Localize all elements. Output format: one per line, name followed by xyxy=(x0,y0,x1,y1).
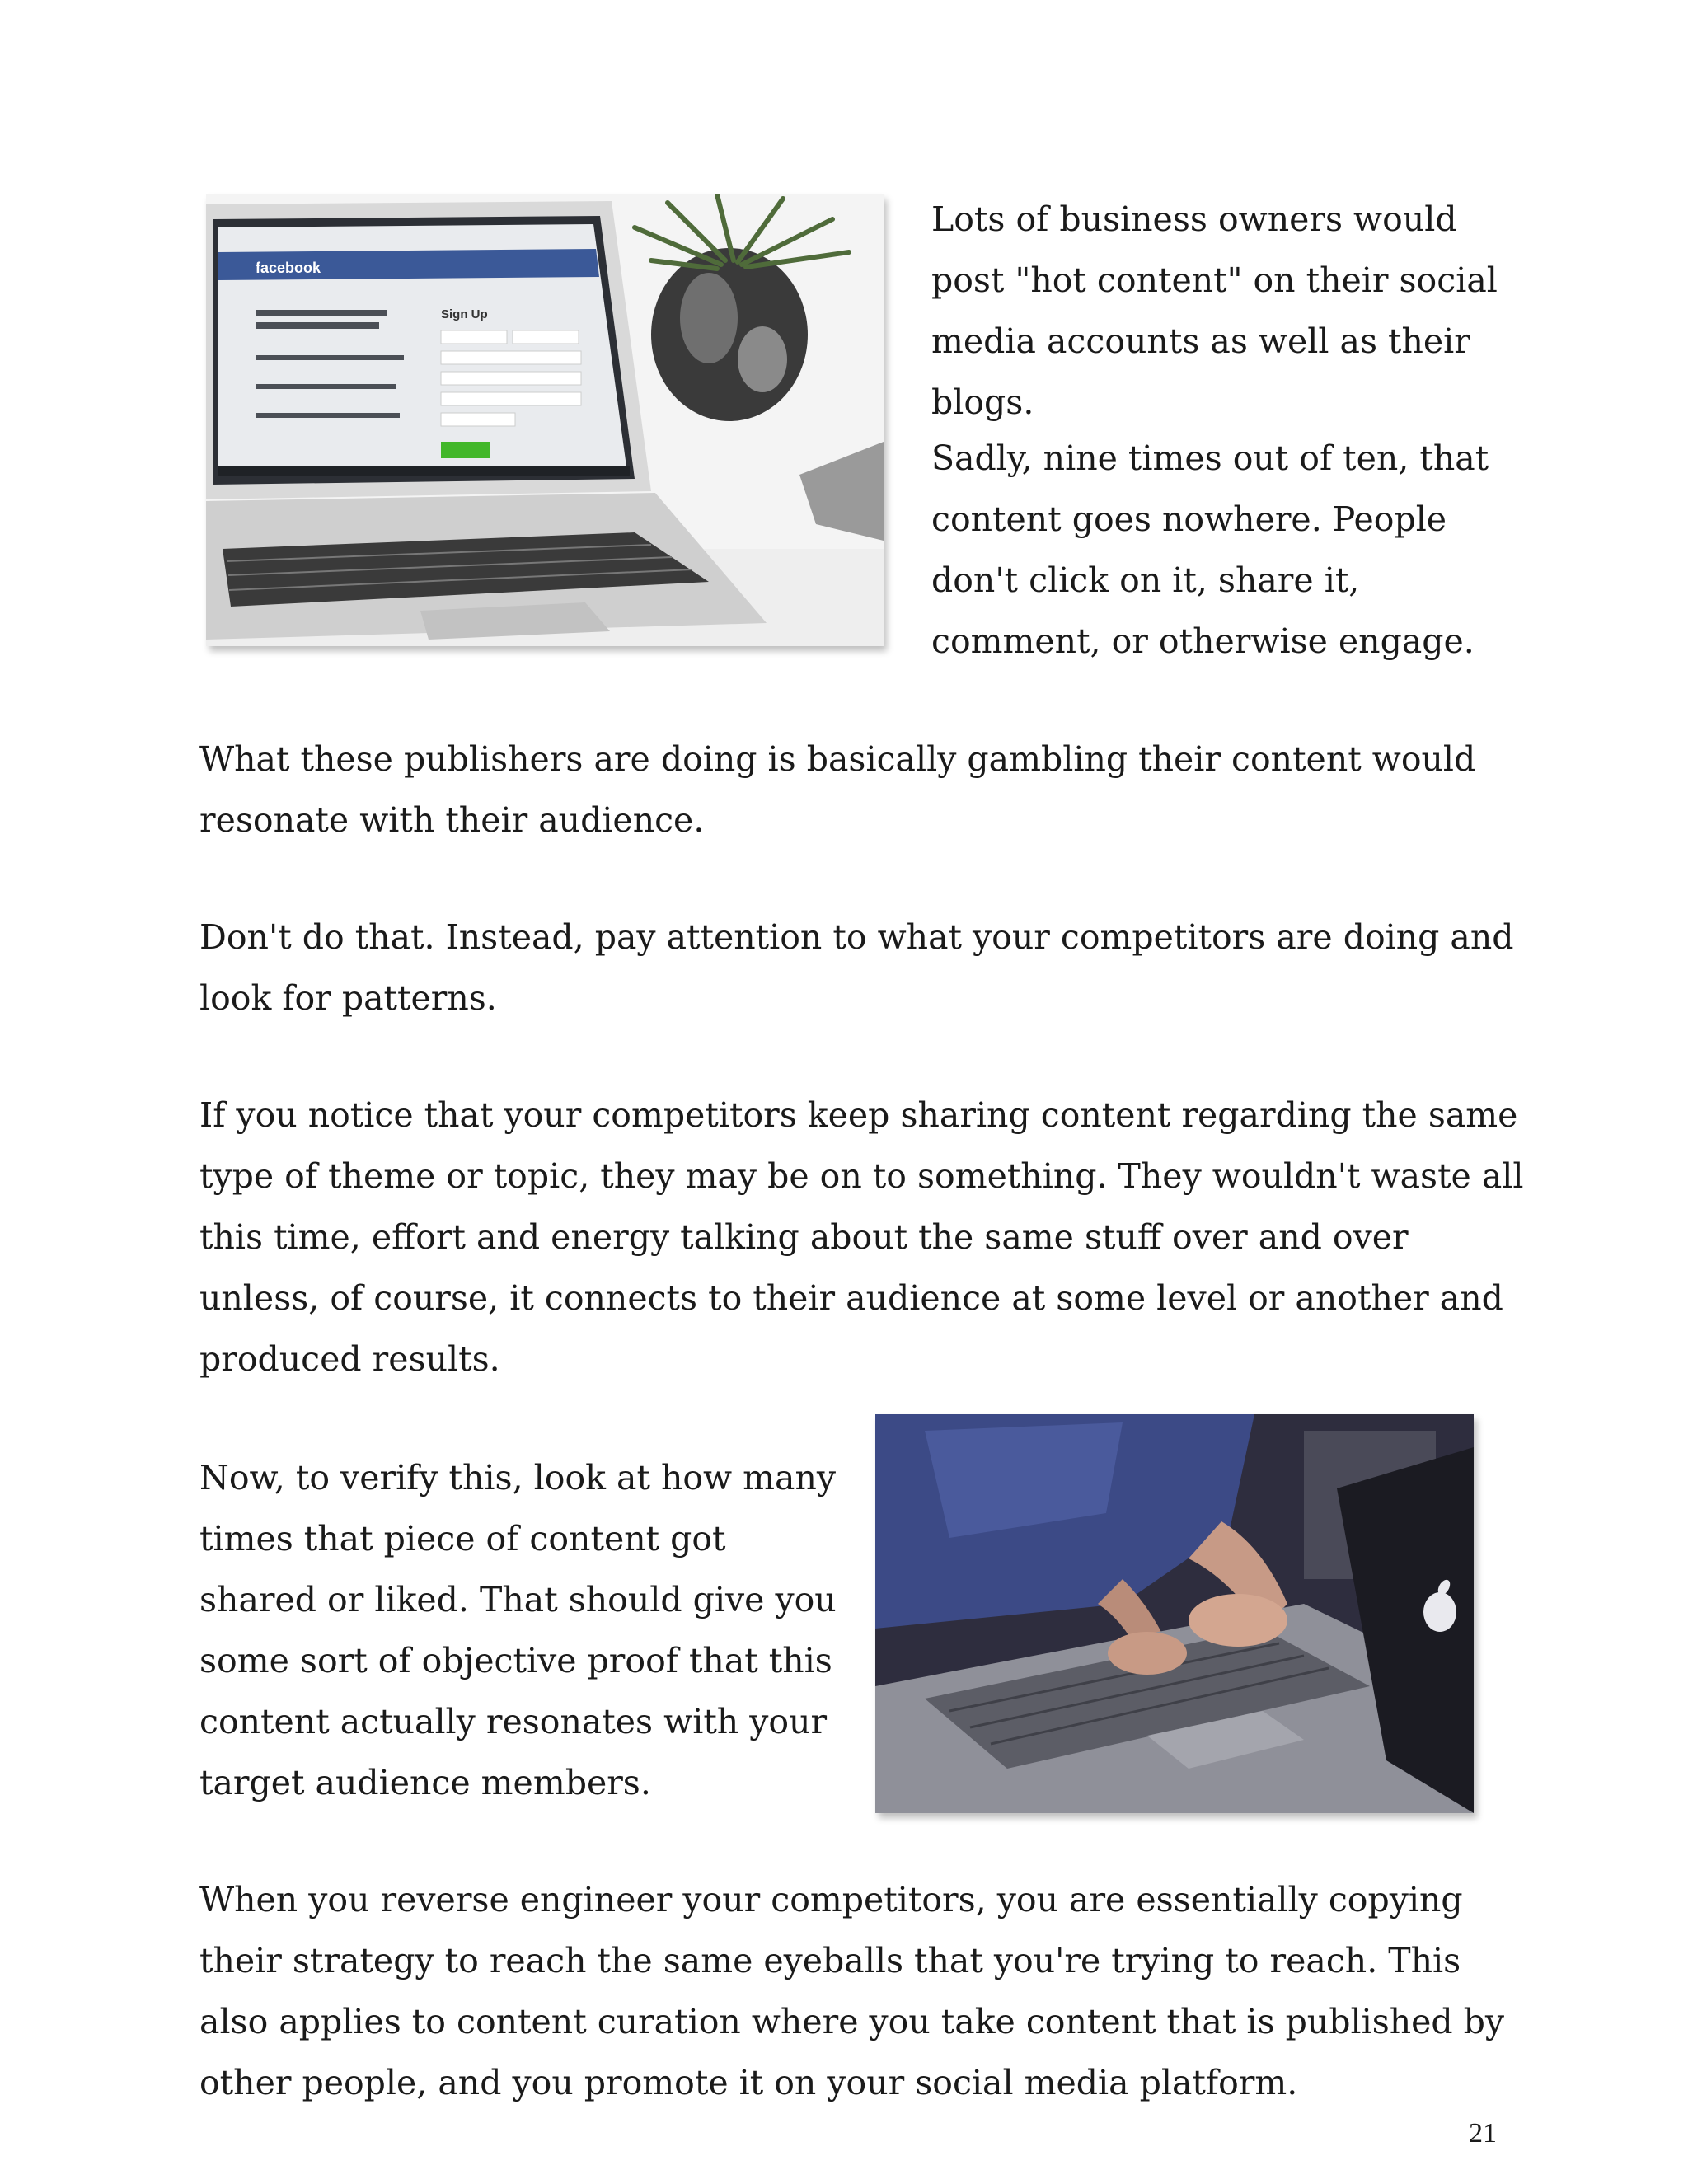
typing-laptop-photo xyxy=(875,1414,1474,1813)
page-number: 21 xyxy=(1469,2118,1497,2149)
laptop-facebook-photo xyxy=(206,194,884,646)
screen-heading-text: Sign Up xyxy=(441,307,488,321)
paragraph-sadly: Sadly, nine times out of ten, that content goes nowhere. People don't click on it, share it, comment, or otherwise engage. xyxy=(931,438,1489,661)
paragraph-publishers-gambling: What these publishers are doing is basically gambling their content would resonate with their audience. xyxy=(199,739,1476,840)
laptop-facebook-illustration xyxy=(206,194,884,646)
paragraph-dont-do-that: Don't do that. Instead, pay attention to what your competitors are doing and look for patterns. xyxy=(199,917,1514,1018)
paragraph-verify-shares: Now, to verify this, look at how many times that piece of content got shared or liked. That should give you some sort of objective proof that this content actually resonates with your target audience members. xyxy=(199,1458,837,1802)
paragraph-hot-content: Lots of business owners would post "hot content" on their social media accounts as well as their blogs. xyxy=(931,199,1498,422)
paragraph-reverse-engineer: When you reverse engineer your competitors, you are essentially copying their strategy to reach the same eyeballs that you're trying to reach. This also applies to content curation where you take content that is published by other people, and you promote it on your social media platform. xyxy=(199,1880,1505,2102)
paragraph-competitors-patterns: If you notice that your competitors keep sharing content regarding the same type of theme or topic, they may be on to something. They wouldn't waste all this time, effort and energy talking about the same stuff over and over unless, of course, it connects to their audience at some level or another and produced results. xyxy=(199,1095,1524,1379)
typing-hands-illustration xyxy=(875,1414,1474,1813)
screen-brand-text: facebook xyxy=(256,260,321,276)
